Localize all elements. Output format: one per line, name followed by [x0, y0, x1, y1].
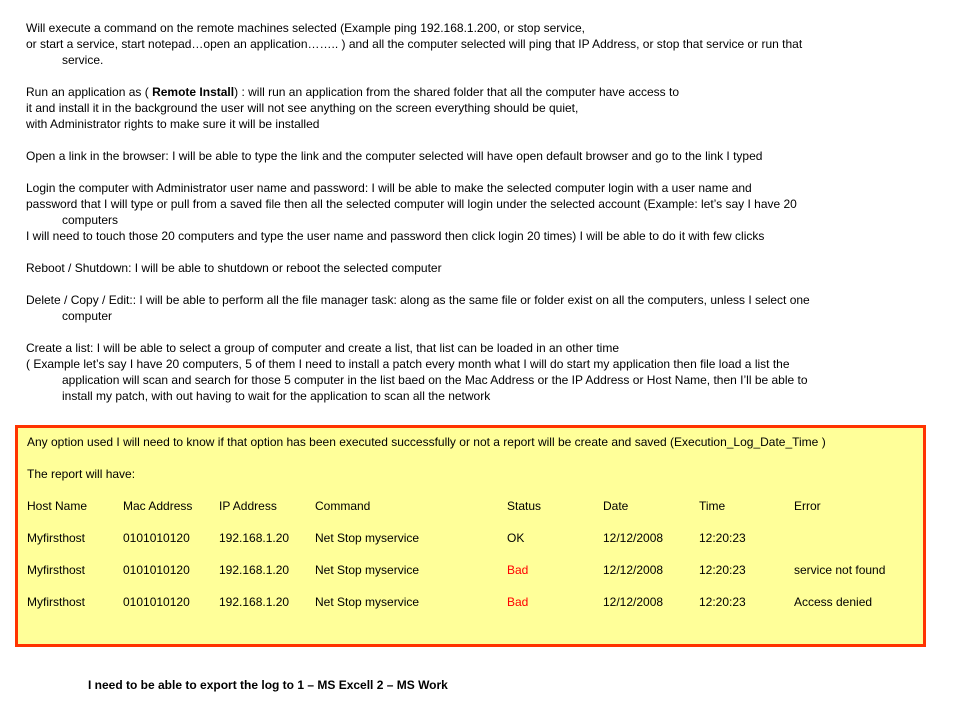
run-line-3: with Administrator rights to make sure it will be installed	[26, 117, 320, 131]
cell-error: service not found	[794, 563, 886, 577]
files-line-1: Delete / Copy / Edit:: I will be able to perform all the file manager task: along as the same file or folder exist on all the computers, unless I select one	[26, 293, 810, 307]
export-note: I need to be able to export the log to 1 – MS Excell 2 – MS Work	[88, 678, 448, 692]
cell-ip: 192.168.1.20	[219, 595, 290, 609]
table-row	[27, 594, 917, 610]
login-line-1: Login the computer with Administrator user name and password: I will be able to make the selected computer login with a user name and	[26, 181, 752, 195]
cell-mac: 0101010120	[123, 595, 190, 609]
reboot-line-1: Reboot / Shutdown: I will be able to shutdown or reboot the selected computer	[26, 261, 442, 275]
cell-time: 12:20:23	[699, 531, 746, 545]
report-header-row	[27, 498, 917, 514]
login-line-3: computers	[62, 213, 119, 227]
login-line-2: password that I will type or pull from a saved file then all the selected computer will login under the selected account (Example: let’s say I have 20	[26, 197, 797, 211]
cell-command: Net Stop myservice	[315, 595, 420, 609]
cell-status: Bad	[507, 563, 529, 577]
table-row	[27, 562, 917, 578]
header-date: Date	[603, 499, 629, 513]
header-host-name: Host Name	[27, 499, 88, 513]
run-suffix: ) : will run an application from the shared folder that all the computer have access to	[234, 85, 680, 99]
header-time: Time	[699, 499, 726, 513]
files-line-2: computer	[62, 309, 113, 323]
login-line-4: I will need to touch those 20 computers and type the user name and password then click login 20 times) I will be able to do it with few clicks	[26, 229, 765, 243]
cell-host: Myfirsthost	[27, 595, 86, 609]
list-line-2: ( Example let’s say I have 20 computers, 5 of them I need to install a patch every month what I will do start my application then file load a list the	[26, 357, 790, 371]
requirements-text	[26, 20, 926, 404]
cell-time: 12:20:23	[699, 563, 746, 577]
list-line-4: install my patch, with out having to wait for the application to scan all the network	[62, 389, 491, 403]
report-box	[15, 425, 926, 647]
list-line-3: application will scan and search for those 5 computer in the list baed on the Mac Address or the IP Address or Host Name, then I’ll be able to	[62, 373, 808, 387]
cell-error: Access denied	[794, 595, 873, 609]
report-intro: Any option used I will need to know if that option has been executed successfully or not a report will be create and saved (Execution_Log_Date_Time )	[27, 435, 826, 449]
remote-install-label: Remote Install	[152, 85, 235, 99]
execute-line-1: Will execute a command on the remote machines selected (Example ping 192.168.1.200, or stop service,	[26, 21, 585, 35]
cell-ip: 192.168.1.20	[219, 563, 290, 577]
cell-time: 12:20:23	[699, 595, 746, 609]
run-line-1	[26, 84, 926, 100]
table-row	[27, 530, 917, 546]
execute-line-2: or start a service, start notepad…open an application…….. ) and all the computer selected will ping that IP Address, or stop that service or run that	[26, 37, 803, 51]
cell-ip: 192.168.1.20	[219, 531, 290, 545]
cell-command: Net Stop myservice	[315, 531, 420, 545]
run-line-2: it and install it in the background the user will not see anything on the screen everything should be quiet,	[26, 101, 579, 115]
run-prefix: Run an application as (	[26, 85, 153, 99]
list-line-1: Create a list: I will be able to select a group of computer and create a list, that list can be loaded in an other time	[26, 341, 619, 355]
link-line-1: Open a link in the browser: I will be able to type the link and the computer selected will have open default browser and go to the link I typed	[26, 149, 763, 163]
report-will-have: The report will have:	[27, 467, 136, 481]
cell-mac: 0101010120	[123, 531, 190, 545]
header-status: Status	[507, 499, 542, 513]
cell-host: Myfirsthost	[27, 563, 86, 577]
header-error: Error	[794, 499, 821, 513]
execute-line-3: service.	[62, 53, 104, 67]
cell-status: Bad	[507, 595, 529, 609]
cell-command: Net Stop myservice	[315, 563, 420, 577]
cell-mac: 0101010120	[123, 563, 190, 577]
cell-date: 12/12/2008	[603, 595, 664, 609]
header-command: Command	[315, 499, 371, 513]
header-ip-address: IP Address	[219, 499, 277, 513]
cell-host: Myfirsthost	[27, 531, 86, 545]
cell-date: 12/12/2008	[603, 563, 664, 577]
cell-status: OK	[507, 531, 525, 545]
cell-date: 12/12/2008	[603, 531, 664, 545]
header-mac-address: Mac Address	[123, 499, 193, 513]
